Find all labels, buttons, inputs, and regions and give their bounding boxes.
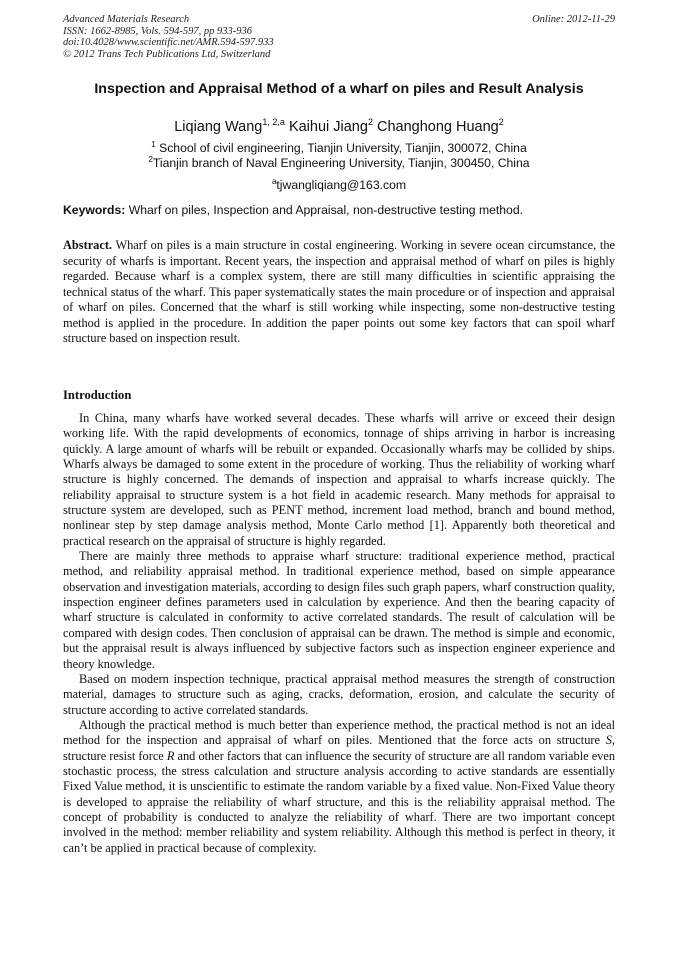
author-name: Changhong Huang	[376, 119, 499, 135]
paragraph: There are mainly three methods to appraise wharf structure: traditional experience method, practical method, and reliability appraisal method. In traditional experience method, based on simple appearance observation and investigation materials, according to design files such graph papers, wharf construction quality, inspection engineer defines parameters used in calculation by experience. And then the bearing capacity of wharf structure is calculated in conformity to active correlated standards. The result of calculation will be compared with design codes. Then conclusion of appraisal can be drawn. The method is simple and economic, but the appraisal result is always influenced by subjective factors such as inspection engineer experience and theory knowledge.	[63, 549, 615, 671]
keywords	[63, 203, 623, 218]
paragraph-text: and other factors that can influence the security of structure are all random variable even stochastic process, the stress calculation and structure analysis according to active standards are essentially Fixed Value method, it is unscientific to estimate the random variable by a fixed value. Non-Fixed Value theory is developed to appraise the reliability of wharf structure, and this is the reliability appraisal method. The concept of probability is conducted to analyze the reliability of wharf. There are two important concept involved in the method: member reliability and system reliability. Although this method is perfect in theory, it can’t be applied in practical because of complexity.	[63, 748, 615, 855]
author-email	[40, 174, 638, 193]
author-name: Kaihui Jiang	[288, 119, 368, 135]
journal-name: Advanced Materials Research	[63, 14, 190, 25]
author-superscript: 1, 2,a	[262, 117, 285, 127]
affiliation	[40, 152, 638, 171]
keywords-label: Keywords:	[63, 203, 126, 217]
paragraph-text: Although the practical method is much better than experience method, the practical method is not an ideal method for the inspection and appraisal of wharf on piles. Mentioned that the force acts on structure	[63, 717, 615, 748]
affiliation-superscript: 1	[151, 140, 156, 149]
author-superscript: 2	[367, 117, 373, 127]
paragraph-text: , structure resist force	[63, 733, 615, 763]
author-name: Liqiang Wang	[174, 119, 263, 135]
abstract-label: Abstract.	[63, 238, 113, 252]
issn-line: ISSN: 1662-8985, Vols. 594-597, pp 933-936	[63, 25, 252, 37]
affiliation-text: Tianjin branch of Naval Engineering University, Tianjin, 300450, China	[152, 156, 530, 170]
paragraph: Based on modern inspection technique, practical appraisal method measures the strength of construction material, damages to structure such as aging, cracks, deformation, erosion, and calculate the security of structure according to active correlated standards.	[63, 671, 615, 717]
section-heading-introduction: Introduction	[63, 388, 132, 402]
author-list	[40, 113, 638, 136]
symbol-r: R	[166, 748, 175, 763]
paper-title: Inspection and Appraisal Method of a wharf on piles and Result Analysis	[94, 81, 584, 97]
email-superscript: a	[271, 177, 277, 186]
journal-header	[63, 14, 615, 60]
abstract-text: Wharf on piles is a main structure in costal engineering. Working in severe ocean circumstance, the security of wharfs is important. Recent years, the inspection and appraisal method of wharf on piles is highly regarded. Because wharf is a complex system, there are still many difficulties in scientific appraising the technical status of the wharf. This paper systematically states the main procedure or of inspection and appraisal of wharf on piles. Concerned that the wharf is still working while inspecting, some non-destructive testing method is applied in the procedure. In addition the paper points out some key factors that can spoil wharf structure based on inspection result.	[63, 238, 615, 345]
copyright-line: © 2012 Trans Tech Publications Ltd, Switzerland	[63, 48, 271, 60]
symbol-s: S	[605, 733, 612, 748]
introduction-body	[63, 411, 615, 856]
abstract	[63, 238, 615, 347]
author-superscript: 2	[498, 117, 504, 127]
email-text: tjwangliqiang@163.com	[276, 178, 407, 192]
paragraph	[63, 718, 615, 856]
doi-line: doi:10.4028/www.scientific.net/AMR.594-597.933	[63, 37, 274, 49]
keywords-text: Wharf on piles, Inspection and Appraisal, non-destructive testing method.	[125, 203, 523, 217]
online-date: Online: 2012-11-29	[532, 14, 615, 25]
affiliation-text: School of civil engineering, Tianjin University, Tianjin, 300072, China	[155, 141, 527, 155]
affiliation-superscript: 2	[148, 155, 153, 164]
paragraph: In China, many wharfs have worked several decades. These wharfs will arrive or exceed their design working life. With the rapid developments of economics, tonnage of ships arriving in harbor is increasing quickly. A large amount of wharfs will be rebuilt or expanded. Occasionally wharfs may be collided by ships. Wharfs always be damaged to some extent in the procedure of working. Thus the reliability of working wharf structure is highly concerned. The demands of inspection and appraisal to wharfs increase quickly. The reliability appraisal to structure system is a hot field in academic research. Many methods for appraisal to structure system are developed, such as PENT method, increment load method, branch and bound method, nonlinear step by step damage analysis method, Monte Carlo method [1]. Apparently both theoretical and practical research on the appraisal of structure is highly regarded.	[63, 411, 615, 548]
